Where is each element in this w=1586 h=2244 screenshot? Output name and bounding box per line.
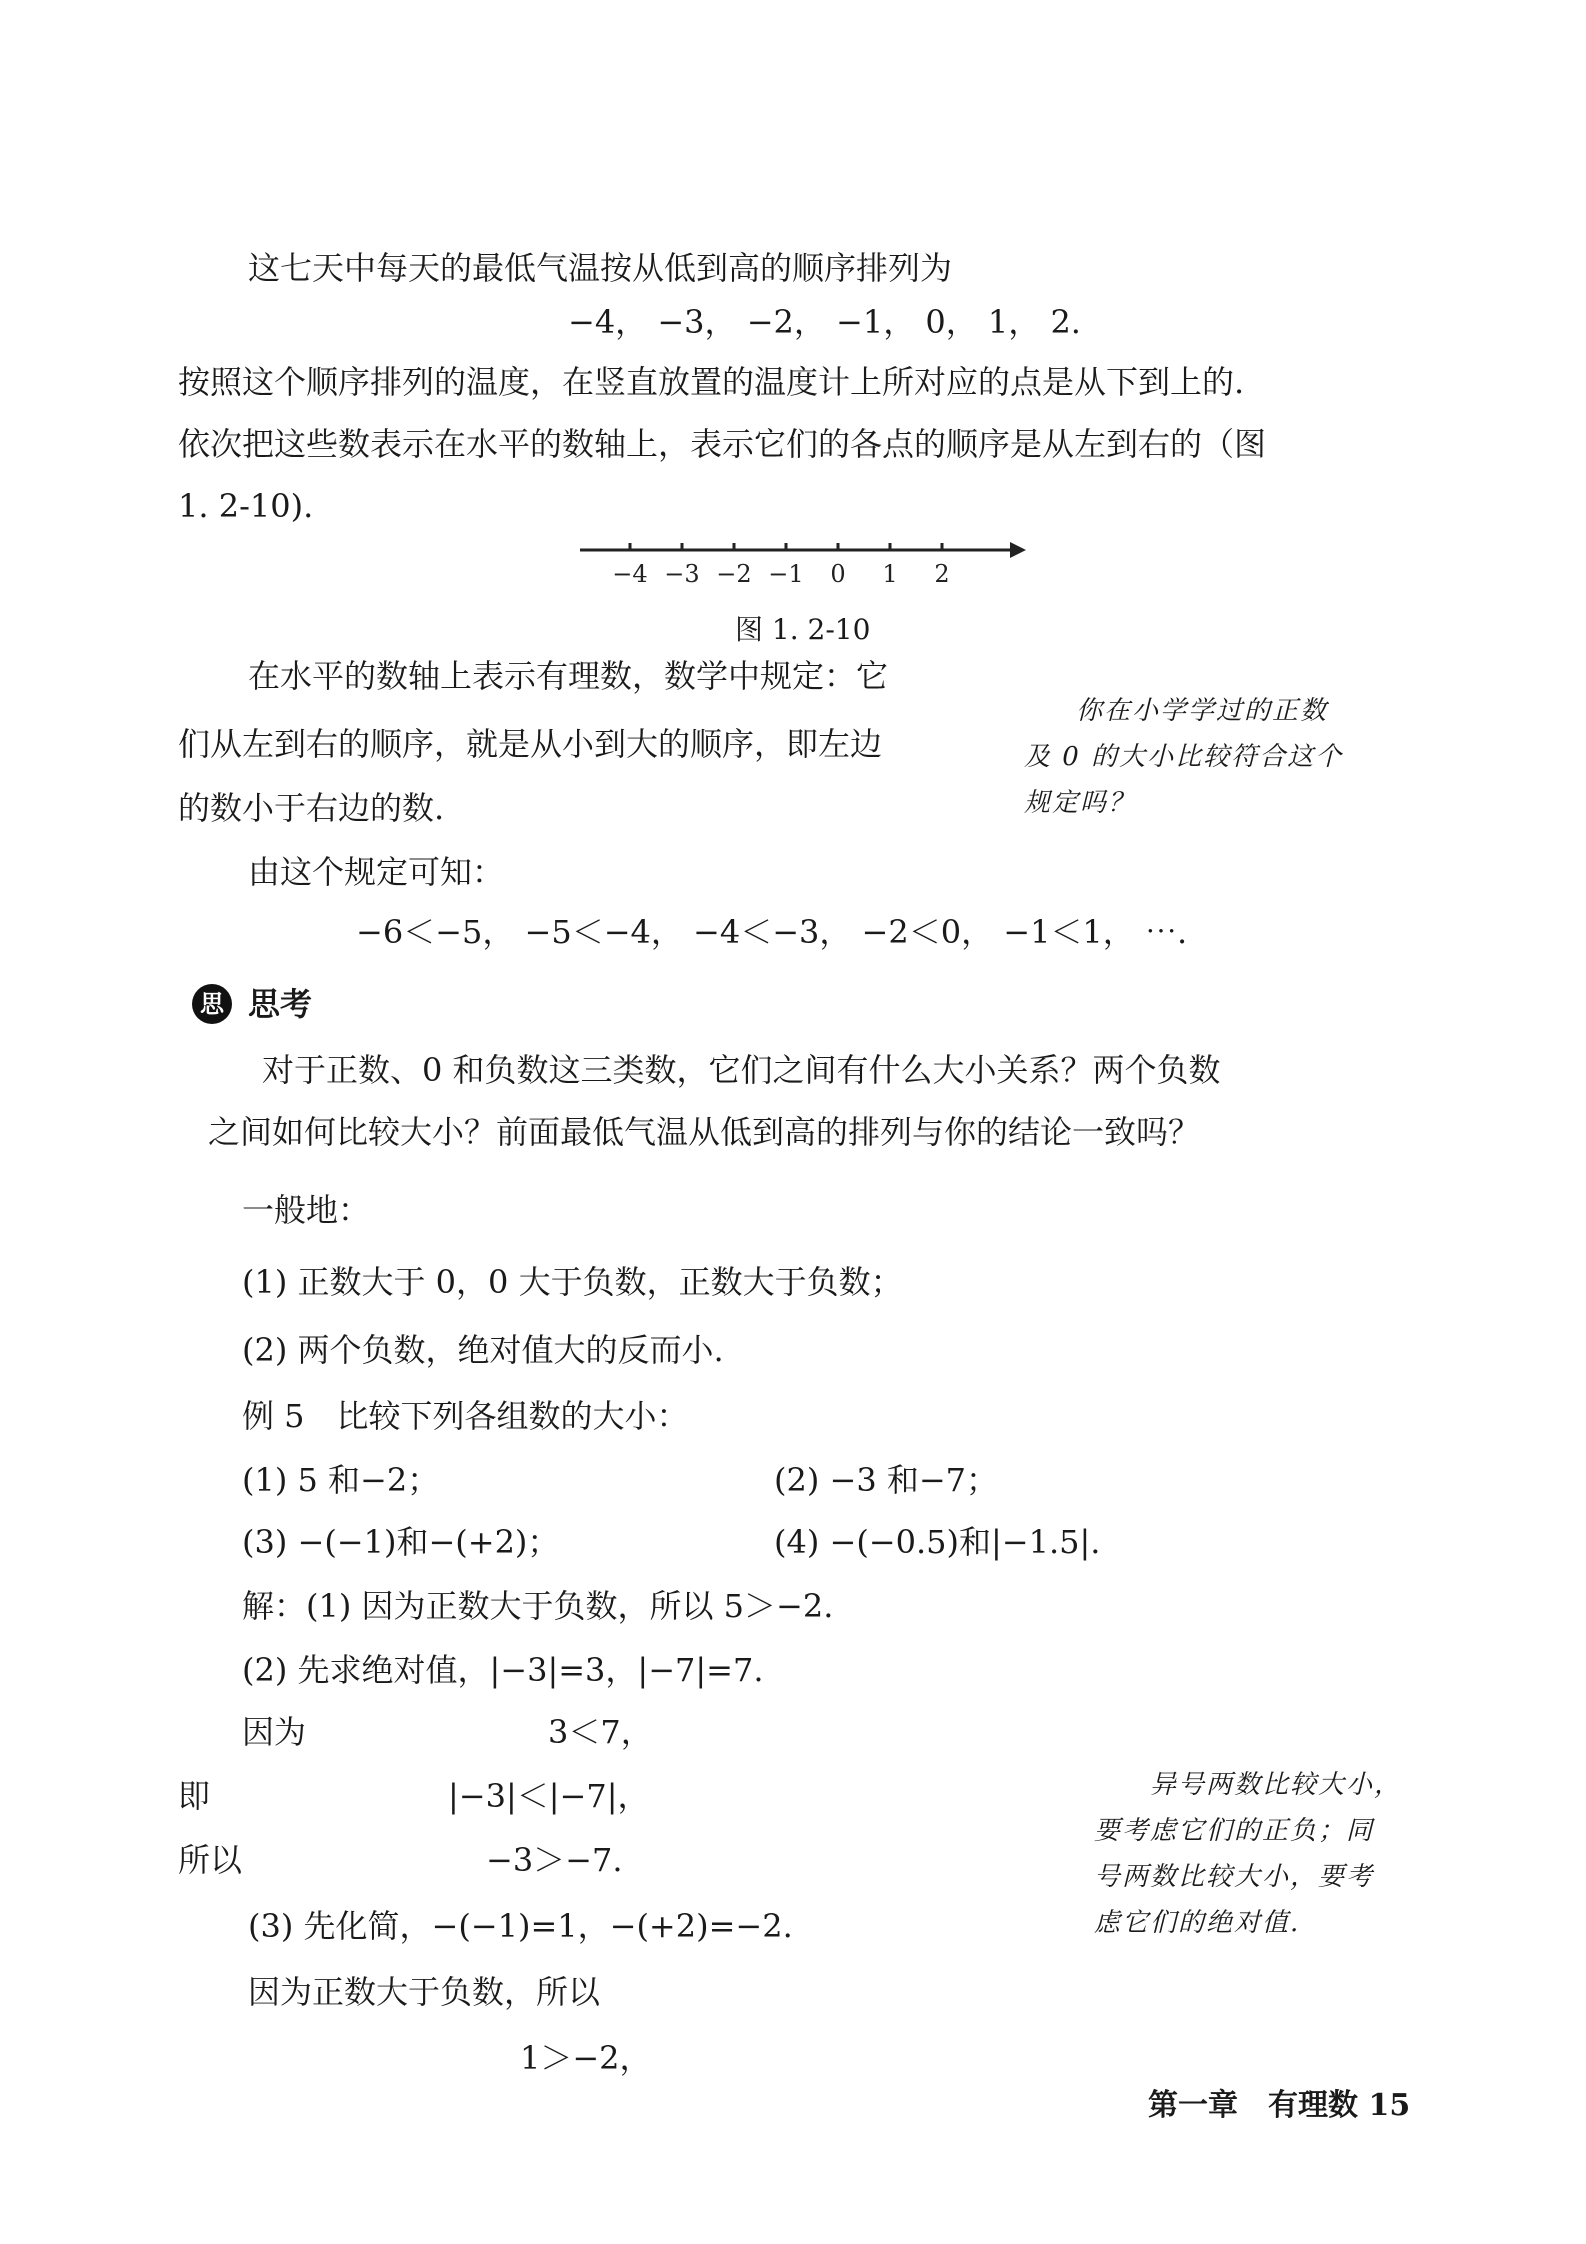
think-icon: 思	[192, 984, 232, 1024]
example-title: 例 5 比较下列各组数的大小：	[242, 1397, 689, 1435]
side-note-2	[1094, 1762, 1434, 1946]
number-line-arrow	[1010, 542, 1026, 558]
number-line-figure	[570, 530, 1030, 610]
number-line-tick-label: 1	[882, 560, 898, 588]
general-item-1: (1) 正数大于 0，0 大于负数，正数大于负数；	[242, 1263, 903, 1301]
think-line-2: 之间如何比较大小？前面最低气温从低到高的排列与你的结论一致吗？	[208, 1113, 1201, 1151]
ie-expression: |−3|＜|−7|，	[448, 1777, 650, 1815]
example-problem-2: (2) −3 和−7；	[774, 1461, 999, 1499]
rule-line-1: 在水平的数轴上表示有理数，数学中规定：它	[248, 657, 889, 695]
intro-line-1: 这七天中每天的最低气温按从低到高的顺序排列为	[248, 249, 953, 287]
side-note-1-line: 你在小学学过的正数	[1076, 696, 1329, 726]
ie-label: 即	[178, 1777, 211, 1815]
think-line-1: 对于正数、0 和负数这三类数，它们之间有什么大小关系？两个负数	[262, 1051, 1221, 1089]
because-expression: 3＜7，	[548, 1713, 653, 1751]
solution-2: (2) 先求绝对值，|−3|=3，|−7|=7.	[242, 1651, 764, 1689]
example-problem-3: (3) −(−1)和−(+2)；	[242, 1523, 560, 1561]
intro-line-3: 依次把这些数表示在水平的数轴上，表示它们的各点的顺序是从左到右的（图	[178, 425, 1267, 463]
think-title: 思考	[248, 985, 313, 1023]
rule-line-3: 的数小于右边的数.	[178, 789, 445, 827]
solution-1: 解：(1) 因为正数大于负数，所以 5＞−2.	[242, 1587, 834, 1625]
number-line-tick-label: −2	[716, 560, 752, 588]
page-footer: 第一章 有理数 15	[1148, 2088, 1411, 2123]
so-label: 所以	[178, 1841, 243, 1879]
number-line-tick-label: −1	[768, 560, 804, 588]
rule-inequalities: −6＜−5， −5＜−4， −4＜−3， −2＜0， −1＜1， ⋯.	[356, 913, 1188, 951]
side-note-1	[1024, 688, 1404, 826]
rule-known: 由这个规定可知：	[248, 853, 505, 891]
solution-3: (3) 先化简，−(−1)=1，−(+2)=−2.	[248, 1907, 793, 1945]
intro-line-2: 按照这个顺序排列的温度，在竖直放置的温度计上所对应的点是从下到上的.	[178, 363, 1245, 401]
side-note-2-line: 号两数比较大小，要考	[1094, 1862, 1375, 1892]
so-expression: −3＞−7.	[486, 1841, 623, 1879]
side-note-1-line: 及 0 的大小比较符合这个	[1024, 742, 1344, 772]
example-problem-4: (4) −(−0.5)和|−1.5|.	[774, 1523, 1101, 1561]
number-line-tick-label: −3	[664, 560, 700, 588]
number-line-tick-label: −4	[612, 560, 648, 588]
side-note-1-line: 规定吗？	[1024, 788, 1137, 818]
number-line-tick-label: 0	[830, 560, 846, 588]
general-item-2: (2) 两个负数，绝对值大的反而小.	[242, 1331, 724, 1369]
intro-line-4: 1. 2-10).	[178, 487, 314, 525]
temperature-sequence: −4， −3， −2， −1， 0， 1， 2.	[568, 303, 1081, 341]
solution-3-result: 1＞−2，	[520, 2039, 652, 2077]
side-note-2-line: 要考虑它们的正负；同	[1094, 1816, 1375, 1846]
general-heading: 一般地：	[242, 1191, 371, 1229]
because-label: 因为	[242, 1713, 307, 1751]
figure-caption: 图 1. 2-10	[735, 613, 871, 646]
side-note-2-line: 虑它们的绝对值.	[1094, 1908, 1301, 1938]
rule-line-2: 们从左到右的顺序，就是从小到大的顺序，即左边	[178, 725, 883, 763]
side-note-2-line: 异号两数比较大小，	[1150, 1770, 1403, 1800]
example-problem-1: (1) 5 和−2；	[242, 1461, 440, 1499]
number-line-tick-label: 2	[934, 560, 950, 588]
solution-3-because: 因为正数大于负数，所以	[248, 1973, 601, 2011]
